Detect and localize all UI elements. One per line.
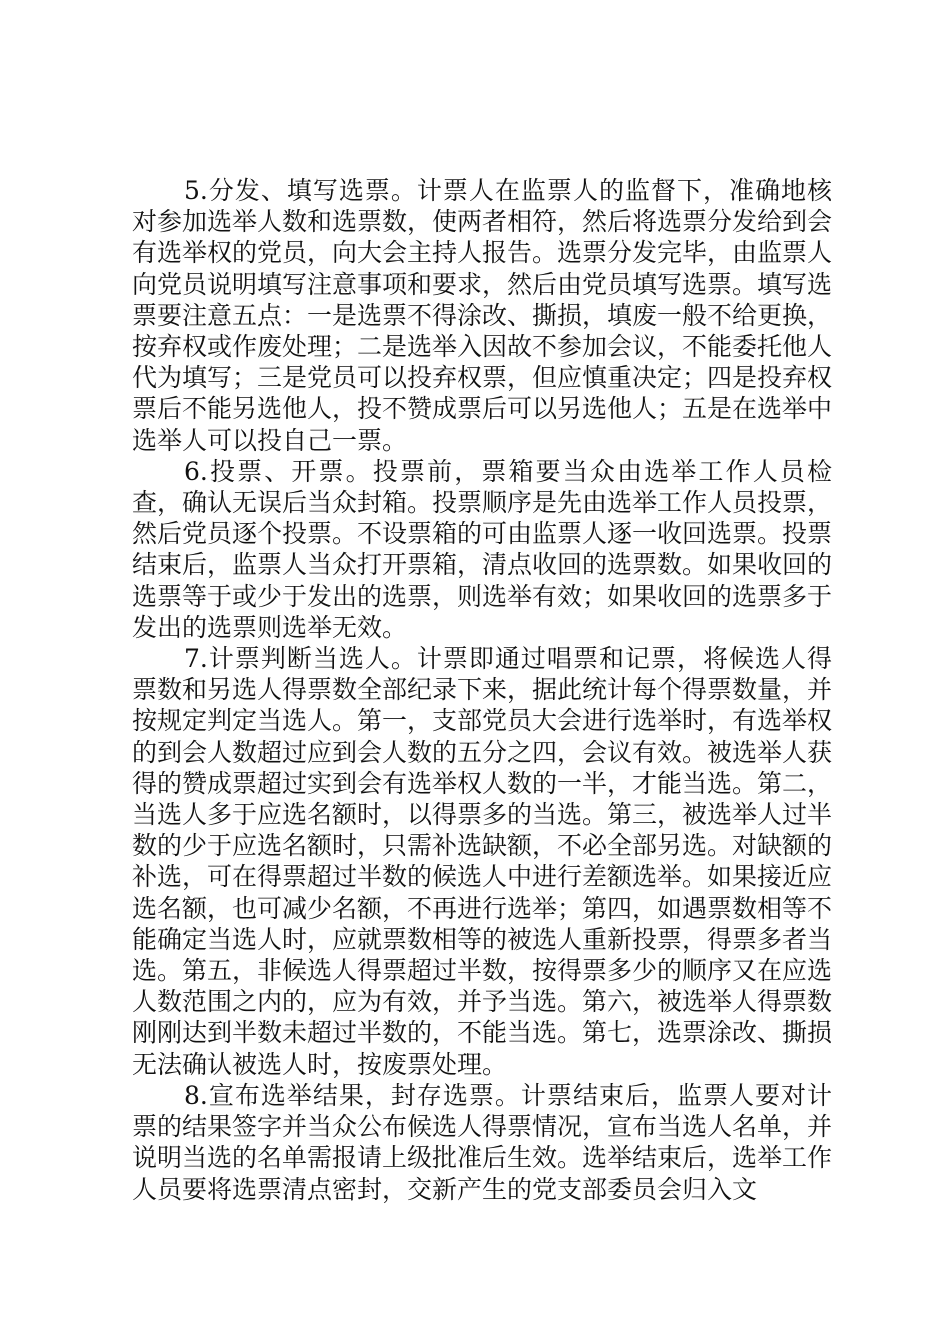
document-body — [132, 175, 832, 1205]
paragraph-voting-opening: 6.投票、开票。投票前，票箱要当众由选举工作人员检查，确认无误后当众封箱。投票顺序是先由选举工作人员投票，然后党员逐个投票。不设票箱的可由监票人逐一收回选票。投票结束后，监票人当众打开票箱，清点收回的选票数。如果收回的选票等于或少于发出的选票，则选举有效；如果收回的选票多于发出的选票则选举无效。 — [132, 456, 833, 642]
paragraph-counting-determine-elected: 7.计票判断当选人。计票即通过唱票和记票，将候选人得票数和另选人得票数全部纪录下来，据此统计每个得票数量，并按规定判定当选人。第一，支部党员大会进行选举时，有选举权的到会人数超过应到会人数的五分之四，会议有效。被选举人获得的赞成票超过实到会有选举权人数的一半，才能当选。第二，当选人多于应选名额时，以得票多的当选。第三，被选举人过半数的少于应选名额时，只需补选缺额，不必全部另选。对缺额的补选，可在得票超过半数的候选人中进行差额选举。如果接近应选名额，也可减少名额，不再进行选举；第四，如遇票数相等不能确定当选人时，应就票数相等的被选人重新投票，得票多者当选。第五，非候选人得票超过半数，按得票多少的顺序又在应选人数范围之内的，应为有效，并予当选。第六，被选举人得票数刚刚达到半数未超过半数的，不能当选。第七，选票涂改、撕损无法确认被选人时，按废票处理。 — [132, 644, 833, 1079]
paragraph-distribute-fill-ballots: 5.分发、填写选票。计票人在监票人的监督下，准确地核对参加选举人数和选票数，使两者相符，然后将选票分发给到会有选举权的党员，向大会主持人报告。选票分发完毕，由监票人向党员说明填写注意事项和要求，然后由党员填写选票。填写选票要注意五点：一是选票不得涂改、撕损，填废一般不给更换，按弃权或作废处理；二是选举入因故不参加会议，不能委托他人代为填写；三是党员可以投弃权票，但应慎重决定；四是投弃权票后不能另选他人，投不赞成票后可以另选他人；五是在选举中选举人可以投自己一票。 — [132, 176, 833, 455]
paragraph-announce-results-seal: 8.宣布选举结果，封存选票。计票结束后，监票人要对计票的结果签字并当众公布候选人得票情况，宣布当选人名单，并说明当选的名单需报请上级批准后生效。选举结束后，选举工作人员要将选票清点密封，交新产生的党支部委员会归入文 — [132, 1080, 833, 1204]
